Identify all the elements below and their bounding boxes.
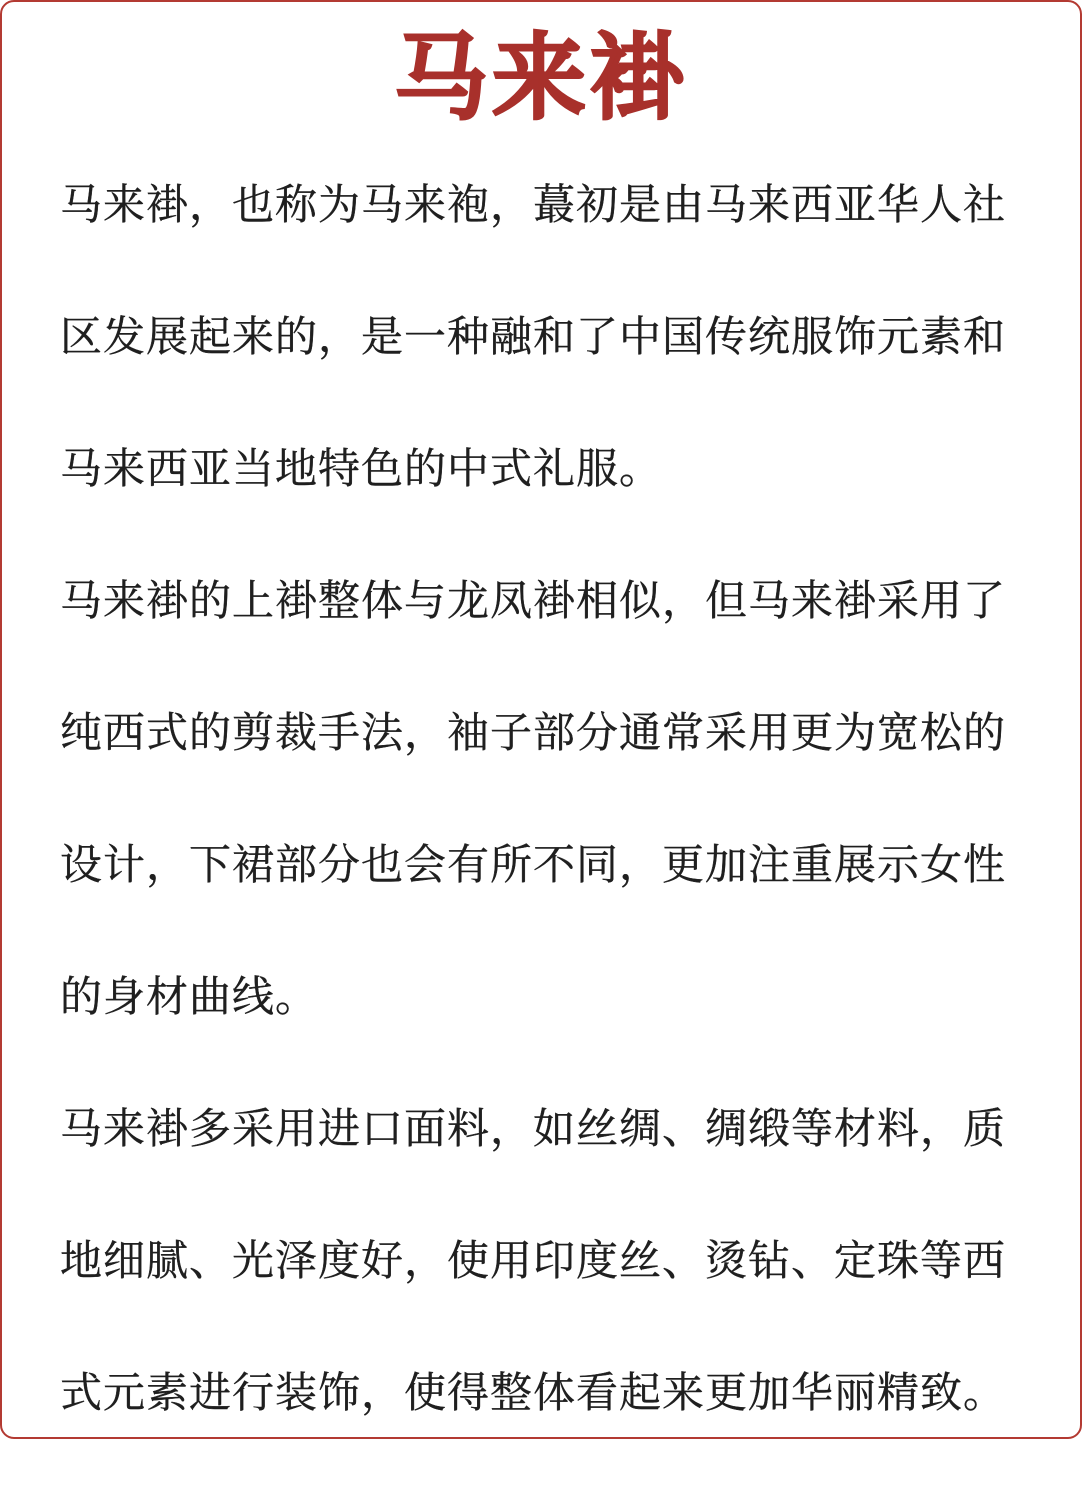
paragraph-2 bbox=[60, 561, 1040, 1089]
text-line: 马来西亚当地特色的中式礼服。 bbox=[60, 444, 663, 493]
page-title: 马来褂 bbox=[393, 24, 688, 133]
text-line: 式元素进行装饰，使得整体看起来更加华丽精致。 bbox=[60, 1368, 1007, 1417]
paragraph-1 bbox=[60, 165, 1040, 561]
text-line: 地细腻、光泽度好，使用印度丝、烫钻、定珠等西 bbox=[60, 1236, 1007, 1285]
text-line: 纯西式的剪裁手法，袖子部分通常采用更为宽松的 bbox=[60, 708, 1007, 757]
text-line: 马来褂，也称为马来袍，蕞初是由马来西亚华人社 bbox=[60, 180, 1007, 229]
text-line: 区发展起来的，是一种融和了中国传统服饰元素和 bbox=[60, 312, 1007, 361]
paragraph-3 bbox=[60, 1089, 1040, 1485]
text-line: 的身材曲线。 bbox=[60, 972, 319, 1021]
text-line: 马来褂的上褂整体与龙凤褂相似，但马来褂采用了 bbox=[60, 576, 1007, 625]
text-line: 马来褂多采用进口面料，如丝绸、绸缎等材料，质 bbox=[60, 1104, 1007, 1153]
text-line: 设计，下裙部分也会有所不同，更加注重展示女性 bbox=[60, 840, 1007, 889]
article-body bbox=[60, 165, 1040, 1485]
